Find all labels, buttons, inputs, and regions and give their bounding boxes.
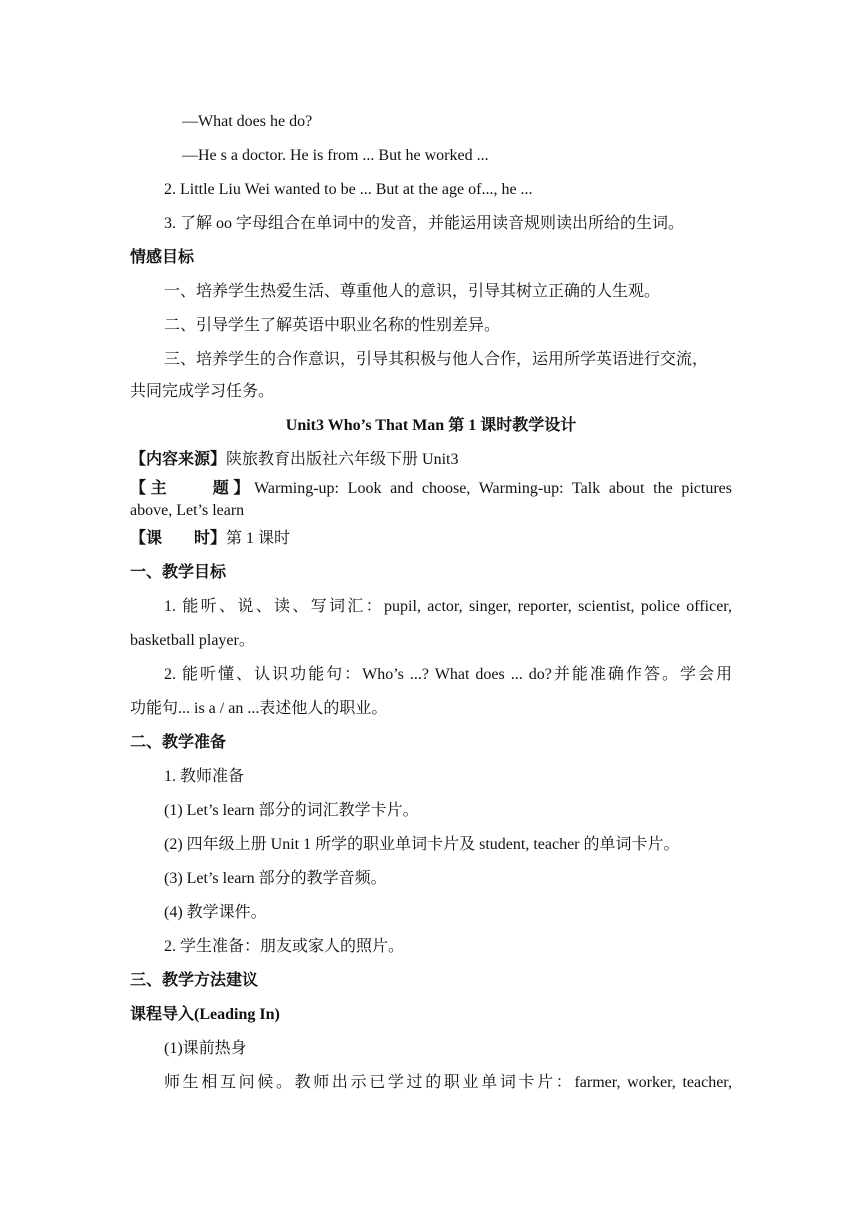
emotion-item-3-cont: 共同完成学习任务。 [130,383,275,400]
prep-teacher: 1. 教师准备 [164,768,245,785]
goal-item-2: 2. 能听懂、认识功能句：Who’s ...? What does ... do?并能准确作答。学会用 [164,666,732,683]
topic-line-cont: above, Let’s learn [130,502,245,519]
topic-value: Warming-up: Look and choose, Warming-up: Talk about the pictures [254,480,732,497]
emotion-item-3: 三、培养学生的合作意识，引导其积极与他人合作，运用所学英语进行交流， [164,351,709,368]
objective-item-2: 2. Little Liu Wei wanted to be ... But at the age of..., he ... [164,181,533,198]
period-value: 第 1 课时 [226,530,291,547]
period-line [130,527,732,551]
prep-student: 2. 学生准备：朋友或家人的照片。 [164,938,405,955]
warmup-heading: (1)课前热身 [164,1040,247,1057]
leading-in-heading: 课程导入(Leading In) [130,1006,280,1023]
prep-teacher-item-4: (4) 教学课件。 [164,904,267,921]
topic-line [130,477,732,501]
content-source-value: 陕旅教育出版社六年级下册 Unit3 [226,451,459,468]
prep-teacher-item-2: (2) 四年级上册 Unit 1 所学的职业单词卡片及 student, teacher 的单词卡片。 [164,836,680,853]
prep-teacher-item-3: (3) Let’s learn 部分的教学音频。 [164,870,387,887]
goal-item-2-cont: 功能句... is a / an ...表述他人的职业。 [130,700,388,717]
goal-item-1-cont: basketball player。 [130,632,255,649]
goal-item-1: 1. 能听、说、读、写词汇：pupil, actor, singer, reporter, scientist, police officer, [164,598,732,615]
period-label: 【课 时】 [130,530,227,547]
section-heading-prep: 二、教学准备 [130,734,227,751]
section-heading-goals: 一、教学目标 [130,564,227,581]
prep-teacher-item-1: (1) Let’s learn 部分的词汇教学卡片。 [164,802,419,819]
section-heading-methods: 三、教学方法建议 [130,972,259,989]
content-source-label: 【内容来源】 [130,451,227,468]
emotion-item-1: 一、培养学生热爱生活、尊重他人的意识，引导其树立正确的人生观。 [164,283,661,300]
dialogue-question: —What does he do? [182,113,313,130]
lesson-title: Unit3 Who’s That Man 第 1 课时教学设计 [285,417,577,434]
objective-item-3: 3. 了解 oo 字母组合在单词中的发音，并能运用读音规则读出所给的生词。 [164,215,685,232]
content-source [130,448,732,472]
section-heading-emotion: 情感目标 [130,249,195,266]
dialogue-answer: —He s a doctor. He is from ... But he worked ... [182,147,489,164]
warmup-text: 师生相互问候。教师出示已学过的职业单词卡片：farmer, worker, teacher, [164,1074,732,1091]
emotion-item-2: 二、引导学生了解英语中职业名称的性别差异。 [164,317,501,334]
topic-label: 【主 题】 [130,480,255,497]
